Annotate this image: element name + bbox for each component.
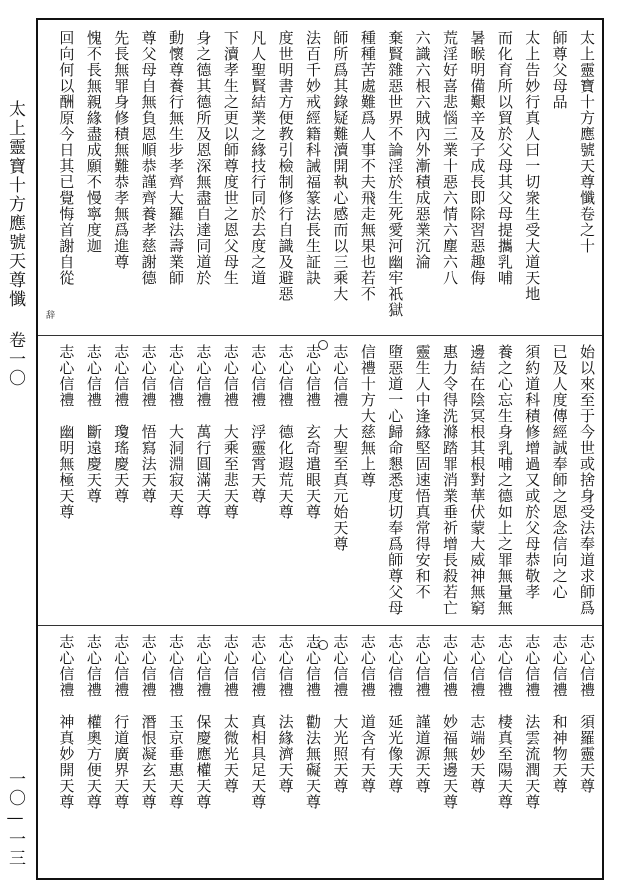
- middle-text-column: 志心信禮 大洞淵寂天尊: [167, 344, 185, 520]
- middle-text-column: 志心信禮 斷遠慶天尊: [84, 344, 103, 504]
- upper-text-column: 太上靈寶十方應號天尊懺卷之十: [578, 30, 596, 254]
- middle-text-column: 墮惡道一心歸命懇悉度切奉爲師尊父母: [386, 344, 405, 616]
- lower-text-column: 志心信禮 玉京垂惠天尊: [167, 634, 185, 810]
- margin-page-number: 一〇—一三: [5, 770, 25, 868]
- panel-lower: [38, 626, 602, 880]
- upper-text-column: 回向何以酬原今日其已覺悔首謝自從: [57, 30, 76, 286]
- lower-text-column: 志心信禮 須羅靈天尊: [578, 634, 596, 794]
- middle-text-column: 志心信禮 幽明無極天尊: [57, 344, 76, 520]
- panel-middle: [38, 336, 602, 626]
- lower-text-column: 志心信禮 權奧方便天尊: [84, 634, 103, 810]
- panel-upper: [38, 20, 602, 336]
- middle-text-column: 靈生人中逢緣堅固速悟真常得安和不: [413, 344, 432, 600]
- upper-text-column: 法百千妙戒經籍科誡福篆法長生証訣: [304, 30, 322, 286]
- margin-title: 太上靈寶十方應號天尊懺 卷一〇: [5, 100, 25, 388]
- upper-text-column: 師尊父母品: [550, 30, 569, 110]
- upper-text-column: 動懷尊養行無生步孝齊大羅法壽業師: [167, 30, 185, 286]
- upper-text-column: 度世明書方便教引檢制修行自識及避惡: [276, 30, 295, 302]
- middle-text-column: 養之心忘生身乳哺之德如上之罪無量無: [495, 344, 514, 616]
- lower-text-column: 志心信禮 法緣濟天尊: [276, 634, 295, 794]
- upper-text-column: 六識六根六賊內外漸積成惡業沉淪: [413, 30, 432, 270]
- middle-text-column: 志心信禮 德化遐荒天尊: [276, 344, 295, 520]
- panel-upper-tag: 辞: [44, 310, 54, 319]
- upper-text-column: 先長無罪身修積無難恭孝無爲進尊: [112, 30, 131, 270]
- lower-text-column: 志心信禮 保慶應權天尊: [194, 634, 213, 810]
- upper-text-column: 暑睺明備艱辛及子成長即除習惡趣侮: [468, 30, 487, 286]
- upper-text-column: 尊父母自無負恩順恭謹齊養孝慈謝德: [139, 30, 158, 286]
- lower-text-column: 志心信禮 法雲流潤天尊: [523, 634, 542, 810]
- upper-text-column: 而化育所以貿於父母其父母提攜乳哺: [495, 30, 514, 286]
- upper-text-column: 愧不長無親緣盡成願不慢寧度迦: [84, 30, 103, 254]
- upper-text-column: 凡人聖賢結業之緣技行同於去度之道: [249, 30, 268, 286]
- upper-text-column: 太上告妙行真人曰一切衆生受大道天地: [523, 30, 542, 302]
- middle-text-column: 志心信禮 浮靈霄天尊: [249, 344, 268, 504]
- middle-text-column: 信禮十方大慈無上尊: [358, 344, 377, 488]
- middle-text-column: 志心信禮 萬行圓滿天尊: [194, 344, 213, 520]
- lower-text-column: 志心信禮 大光照天尊: [331, 634, 350, 794]
- lower-text-column: 志心信禮 棲真至陽天尊: [495, 634, 514, 810]
- lower-text-column: 志心信禮 道含有天尊: [358, 634, 377, 794]
- lower-text-column: 志心信禮 太微光天尊: [221, 634, 240, 794]
- lower-text-column: 志心信禮 謹道源天尊: [413, 634, 432, 794]
- lower-text-column: 志心信禮 延光像天尊: [386, 634, 405, 794]
- lower-text-column: 志心信禮 潛恨凝玄天尊: [139, 634, 158, 810]
- middle-text-column: 志心信禮 玄奇遣眼天尊: [304, 344, 322, 520]
- lower-text-column: 志心信禮 志端妙天尊: [468, 634, 487, 794]
- upper-text-column: 師所爲其錄疑難瀆開執心感而以三乘大: [331, 30, 350, 302]
- upper-text-column: 下瀆孝生之更以師尊度世之恩父母生: [221, 30, 240, 286]
- lower-text-column: 志心信禮 妙福無邊天尊: [441, 634, 459, 810]
- page-frame: [36, 18, 604, 880]
- middle-text-column: 已及人度傳經誠奉師之恩念信向之心: [550, 344, 569, 600]
- middle-text-column: 志心信禮 瓊瑤慶天尊: [112, 344, 131, 504]
- lower-text-column: 志心信禮 行道廣界天尊: [112, 634, 131, 810]
- middle-text-column: 志心信禮 大乘至悲天尊: [221, 344, 240, 520]
- middle-text-column: 惠力令得洗滌踏罪消業垂祈增長殺若亡: [441, 344, 459, 616]
- upper-text-column: 種種苦處難爲人事不夫飛走無果也若不: [358, 30, 377, 302]
- lower-text-column: 志心信禮 勸法無礙天尊: [304, 634, 322, 810]
- middle-text-column: 志心信禮 大聖至真元始天尊: [331, 344, 350, 552]
- middle-text-column: 須約道科積修增過又或於父母恭敬孝: [523, 344, 542, 600]
- middle-text-column: 始以來至于今世或捨身受法奉道求師爲: [578, 344, 596, 616]
- upper-text-column: 身之德其德所及恩深無盡自達同道於: [194, 30, 213, 286]
- lower-text-column: 志心信禮 神真妙開天尊: [57, 634, 76, 810]
- upper-text-column: 棄賢雜惡世界不論淫於生死愛河幽牢祇獄: [386, 30, 405, 318]
- middle-text-column: 邊結在陰冥根其根對華伏蒙大威神無窮: [468, 344, 487, 616]
- lower-text-column: 志心信禮 和神物天尊: [550, 634, 569, 794]
- middle-text-column: 志心信禮 悟寫法天尊: [139, 344, 158, 504]
- lower-text-column: 志心信禮 真相具足天尊: [249, 634, 268, 810]
- upper-text-column: 荒淫好喜悲惱三業十惡六情六塵六八: [441, 30, 459, 286]
